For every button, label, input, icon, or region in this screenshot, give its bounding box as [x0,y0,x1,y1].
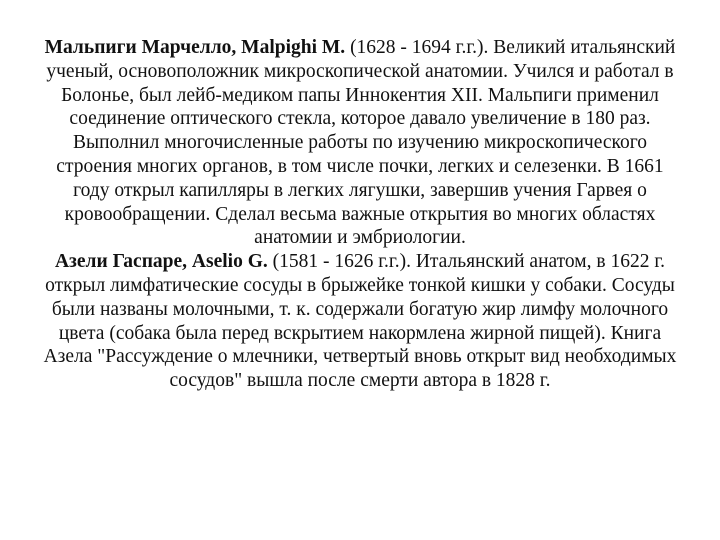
heading-aselli: Азели Гаспаре, Aselio G. [54,251,268,273]
body-malpighi: (1628 - 1694 г.г.). Великий итальянский ученый, основоположник микроскопической анатомии. Учился и работал в Болонье, был лейб-медиком папы Иннокентия XII. Мальпиги применил соединение оптического стекла, которое давало увеличение в 180 раз. Выполнил многочисленные работы по изучению микроскопического строения многих органов, в том числе почки, легких и селезенки. В 1661 году открыл капилляры в легких лягушки, завершив учения Гарвея о кровообращении. Сделал весьма важные открытия во многих областях анатомии и эмбриологии. [46,37,676,249]
body-aselli: (1581 - 1626 г.г.). Итальянский анатом, в 1622 г. открыл лимфатические сосуды в брыжейке тонкой кишки у собаки. Сосуды были названы молочными, т. к. содержали богатую жир лимфу молочного цвета (собака была перед вскрытием накормлена жирной пищей). Книга Азела "Рассуждение о млечники, четвертый вновь открыт вид необходимых сосудов" вышла после смерти автора в 1828 г. [43,251,677,392]
paragraph-malpighi [40,36,680,250]
heading-malpighi: Мальпиги Марчелло, Malpighi M. [44,37,346,58]
text-block [40,36,680,393]
paragraph-aselli [40,250,680,393]
